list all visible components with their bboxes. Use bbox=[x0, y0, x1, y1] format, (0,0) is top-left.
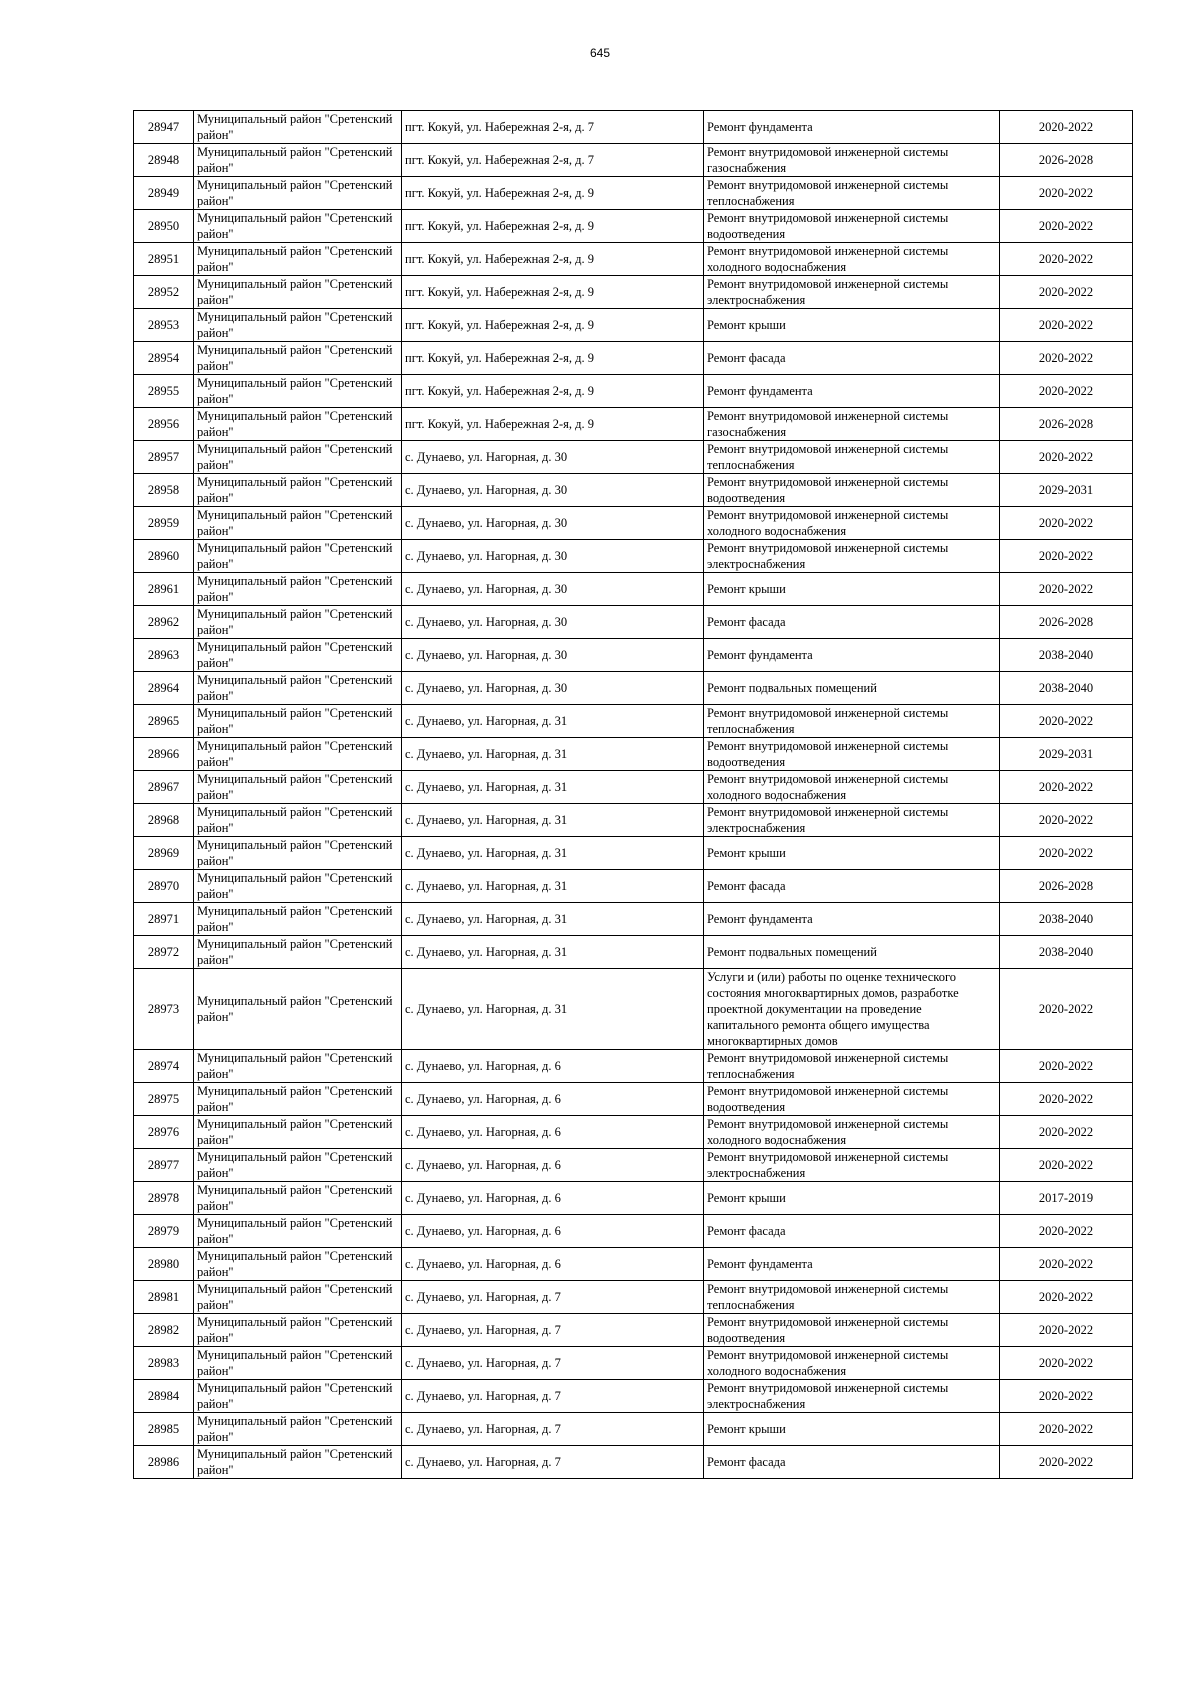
municipality-cell: Муниципальный район "Сретенский район" bbox=[194, 1380, 402, 1413]
period-cell: 2020-2022 bbox=[1000, 804, 1133, 837]
period-cell: 2017-2019 bbox=[1000, 1182, 1133, 1215]
address-cell: с. Дунаево, ул. Нагорная, д. 31 bbox=[402, 903, 704, 936]
address-cell: с. Дунаево, ул. Нагорная, д. 31 bbox=[402, 705, 704, 738]
row-number-cell: 28952 bbox=[134, 276, 194, 309]
municipality-cell: Муниципальный район "Сретенский район" bbox=[194, 342, 402, 375]
period-cell: 2020-2022 bbox=[1000, 177, 1133, 210]
work-type-cell: Ремонт крыши bbox=[704, 309, 1000, 342]
period-cell: 2020-2022 bbox=[1000, 573, 1133, 606]
row-number-cell: 28976 bbox=[134, 1116, 194, 1149]
row-number-cell: 28966 bbox=[134, 738, 194, 771]
address-cell: пгт. Кокуй, ул. Набережная 2-я, д. 9 bbox=[402, 408, 704, 441]
address-cell: пгт. Кокуй, ул. Набережная 2-я, д. 9 bbox=[402, 276, 704, 309]
table-row bbox=[134, 540, 1133, 573]
period-cell: 2020-2022 bbox=[1000, 1083, 1133, 1116]
municipality-cell: Муниципальный район "Сретенский район" bbox=[194, 804, 402, 837]
period-cell: 2020-2022 bbox=[1000, 441, 1133, 474]
period-cell: 2029-2031 bbox=[1000, 738, 1133, 771]
period-cell: 2020-2022 bbox=[1000, 507, 1133, 540]
period-cell: 2020-2022 bbox=[1000, 1248, 1133, 1281]
row-number-cell: 28960 bbox=[134, 540, 194, 573]
table-row bbox=[134, 1182, 1133, 1215]
work-type-cell: Ремонт фасада bbox=[704, 1215, 1000, 1248]
address-cell: с. Дунаево, ул. Нагорная, д. 30 bbox=[402, 474, 704, 507]
address-cell: с. Дунаево, ул. Нагорная, д. 31 bbox=[402, 870, 704, 903]
municipality-cell: Муниципальный район "Сретенский район" bbox=[194, 144, 402, 177]
work-type-cell: Ремонт фасада bbox=[704, 342, 1000, 375]
work-type-cell: Ремонт внутридомовой инженерной системы водоотведения bbox=[704, 1314, 1000, 1347]
work-type-cell: Ремонт внутридомовой инженерной системы водоотведения bbox=[704, 738, 1000, 771]
table-row bbox=[134, 606, 1133, 639]
row-number-cell: 28965 bbox=[134, 705, 194, 738]
address-cell: пгт. Кокуй, ул. Набережная 2-я, д. 9 bbox=[402, 210, 704, 243]
row-number-cell: 28971 bbox=[134, 903, 194, 936]
work-type-cell: Ремонт фундамента bbox=[704, 639, 1000, 672]
period-cell: 2020-2022 bbox=[1000, 1281, 1133, 1314]
row-number-cell: 28954 bbox=[134, 342, 194, 375]
address-cell: с. Дунаево, ул. Нагорная, д. 30 bbox=[402, 507, 704, 540]
work-type-cell: Ремонт внутридомовой инженерной системы холодного водоснабжения bbox=[704, 507, 1000, 540]
address-cell: с. Дунаево, ул. Нагорная, д. 7 bbox=[402, 1347, 704, 1380]
table-row bbox=[134, 1314, 1133, 1347]
work-type-cell: Ремонт внутридомовой инженерной системы холодного водоснабжения bbox=[704, 243, 1000, 276]
work-type-cell: Ремонт фундамента bbox=[704, 111, 1000, 144]
work-type-cell: Ремонт крыши bbox=[704, 573, 1000, 606]
work-type-cell: Услуги и (или) работы по оценке технического состояния многоквартирных домов, разработке проектной документации на проведение капитального ремонта общего имущества многоквартирных домов bbox=[704, 969, 1000, 1050]
period-cell: 2020-2022 bbox=[1000, 276, 1133, 309]
table-row bbox=[134, 672, 1133, 705]
address-cell: с. Дунаево, ул. Нагорная, д. 6 bbox=[402, 1050, 704, 1083]
municipality-cell: Муниципальный район "Сретенский район" bbox=[194, 276, 402, 309]
address-cell: с. Дунаево, ул. Нагорная, д. 30 bbox=[402, 441, 704, 474]
row-number-cell: 28977 bbox=[134, 1149, 194, 1182]
row-number-cell: 28986 bbox=[134, 1446, 194, 1479]
period-cell: 2020-2022 bbox=[1000, 540, 1133, 573]
row-number-cell: 28970 bbox=[134, 870, 194, 903]
table-row bbox=[134, 309, 1133, 342]
municipality-cell: Муниципальный район "Сретенский район" bbox=[194, 573, 402, 606]
address-cell: пгт. Кокуй, ул. Набережная 2-я, д. 9 bbox=[402, 342, 704, 375]
period-cell: 2020-2022 bbox=[1000, 1314, 1133, 1347]
row-number-cell: 28974 bbox=[134, 1050, 194, 1083]
table-row bbox=[134, 837, 1133, 870]
address-cell: пгт. Кокуй, ул. Набережная 2-я, д. 9 bbox=[402, 309, 704, 342]
municipality-cell: Муниципальный район "Сретенский район" bbox=[194, 672, 402, 705]
row-number-cell: 28955 bbox=[134, 375, 194, 408]
table-row bbox=[134, 936, 1133, 969]
address-cell: с. Дунаево, ул. Нагорная, д. 6 bbox=[402, 1248, 704, 1281]
municipality-cell: Муниципальный район "Сретенский район" bbox=[194, 441, 402, 474]
period-cell: 2020-2022 bbox=[1000, 771, 1133, 804]
period-cell: 2026-2028 bbox=[1000, 870, 1133, 903]
table-row bbox=[134, 342, 1133, 375]
municipality-cell: Муниципальный район "Сретенский район" bbox=[194, 639, 402, 672]
table-row bbox=[134, 210, 1133, 243]
address-cell: пгт. Кокуй, ул. Набережная 2-я, д. 9 bbox=[402, 177, 704, 210]
municipality-cell: Муниципальный район "Сретенский район" bbox=[194, 1050, 402, 1083]
municipality-cell: Муниципальный район "Сретенский район" bbox=[194, 1149, 402, 1182]
address-cell: с. Дунаево, ул. Нагорная, д. 6 bbox=[402, 1182, 704, 1215]
period-cell: 2038-2040 bbox=[1000, 639, 1133, 672]
address-cell: с. Дунаево, ул. Нагорная, д. 6 bbox=[402, 1215, 704, 1248]
municipality-cell: Муниципальный район "Сретенский район" bbox=[194, 1314, 402, 1347]
work-type-cell: Ремонт внутридомовой инженерной системы холодного водоснабжения bbox=[704, 1347, 1000, 1380]
work-type-cell: Ремонт фундамента bbox=[704, 1248, 1000, 1281]
period-cell: 2020-2022 bbox=[1000, 1413, 1133, 1446]
table-row bbox=[134, 771, 1133, 804]
period-cell: 2038-2040 bbox=[1000, 936, 1133, 969]
address-cell: пгт. Кокуй, ул. Набережная 2-я, д. 7 bbox=[402, 111, 704, 144]
municipality-cell: Муниципальный район "Сретенский район" bbox=[194, 1116, 402, 1149]
row-number-cell: 28950 bbox=[134, 210, 194, 243]
work-type-cell: Ремонт подвальных помещений bbox=[704, 672, 1000, 705]
municipality-cell: Муниципальный район "Сретенский район" bbox=[194, 1281, 402, 1314]
table-row bbox=[134, 1347, 1133, 1380]
table-row bbox=[134, 1248, 1133, 1281]
municipality-cell: Муниципальный район "Сретенский район" bbox=[194, 111, 402, 144]
municipality-cell: Муниципальный район "Сретенский район" bbox=[194, 870, 402, 903]
work-type-cell: Ремонт крыши bbox=[704, 1413, 1000, 1446]
row-number-cell: 28958 bbox=[134, 474, 194, 507]
municipality-cell: Муниципальный район "Сретенский район" bbox=[194, 771, 402, 804]
page-number: 645 bbox=[589, 46, 611, 60]
address-cell: с. Дунаево, ул. Нагорная, д. 6 bbox=[402, 1116, 704, 1149]
row-number-cell: 28957 bbox=[134, 441, 194, 474]
work-type-cell: Ремонт внутридомовой инженерной системы электроснабжения bbox=[704, 804, 1000, 837]
municipality-cell: Муниципальный район "Сретенский район" bbox=[194, 837, 402, 870]
municipality-cell: Муниципальный район "Сретенский район" bbox=[194, 1413, 402, 1446]
table-row bbox=[134, 243, 1133, 276]
municipality-cell: Муниципальный район "Сретенский район" bbox=[194, 606, 402, 639]
table-row bbox=[134, 1215, 1133, 1248]
table-row bbox=[134, 276, 1133, 309]
address-cell: с. Дунаево, ул. Нагорная, д. 6 bbox=[402, 1083, 704, 1116]
row-number-cell: 28953 bbox=[134, 309, 194, 342]
period-cell: 2020-2022 bbox=[1000, 342, 1133, 375]
row-number-cell: 28983 bbox=[134, 1347, 194, 1380]
table-row bbox=[134, 705, 1133, 738]
address-cell: пгт. Кокуй, ул. Набережная 2-я, д. 9 bbox=[402, 375, 704, 408]
address-cell: с. Дунаево, ул. Нагорная, д. 30 bbox=[402, 540, 704, 573]
period-cell: 2029-2031 bbox=[1000, 474, 1133, 507]
row-number-cell: 28975 bbox=[134, 1083, 194, 1116]
row-number-cell: 28985 bbox=[134, 1413, 194, 1446]
period-cell: 2020-2022 bbox=[1000, 111, 1133, 144]
period-cell: 2020-2022 bbox=[1000, 375, 1133, 408]
municipality-cell: Муниципальный район "Сретенский район" bbox=[194, 375, 402, 408]
table-row bbox=[134, 474, 1133, 507]
table-row bbox=[134, 1116, 1133, 1149]
municipality-cell: Муниципальный район "Сретенский район" bbox=[194, 309, 402, 342]
table-row bbox=[134, 1149, 1133, 1182]
row-number-cell: 28980 bbox=[134, 1248, 194, 1281]
period-cell: 2038-2040 bbox=[1000, 672, 1133, 705]
work-type-cell: Ремонт фундамента bbox=[704, 903, 1000, 936]
municipality-cell: Муниципальный район "Сретенский район" bbox=[194, 903, 402, 936]
work-type-cell: Ремонт внутридомовой инженерной системы теплоснабжения bbox=[704, 1281, 1000, 1314]
period-cell: 2038-2040 bbox=[1000, 903, 1133, 936]
period-cell: 2020-2022 bbox=[1000, 1149, 1133, 1182]
municipality-cell: Муниципальный район "Сретенский район" bbox=[194, 243, 402, 276]
table-row bbox=[134, 1050, 1133, 1083]
municipality-cell: Муниципальный район "Сретенский район" bbox=[194, 738, 402, 771]
municipality-cell: Муниципальный район "Сретенский район" bbox=[194, 1446, 402, 1479]
address-cell: пгт. Кокуй, ул. Набережная 2-я, д. 9 bbox=[402, 243, 704, 276]
period-cell: 2020-2022 bbox=[1000, 837, 1133, 870]
table-row bbox=[134, 738, 1133, 771]
address-cell: с. Дунаево, ул. Нагорная, д. 31 bbox=[402, 738, 704, 771]
period-cell: 2020-2022 bbox=[1000, 309, 1133, 342]
municipality-cell: Муниципальный район "Сретенский район" bbox=[194, 1215, 402, 1248]
work-type-cell: Ремонт фасада bbox=[704, 606, 1000, 639]
work-type-cell: Ремонт внутридомовой инженерной системы водоотведения bbox=[704, 1083, 1000, 1116]
address-cell: с. Дунаево, ул. Нагорная, д. 7 bbox=[402, 1380, 704, 1413]
table-row bbox=[134, 1446, 1133, 1479]
row-number-cell: 28962 bbox=[134, 606, 194, 639]
work-type-cell: Ремонт внутридомовой инженерной системы водоотведения bbox=[704, 210, 1000, 243]
table-row bbox=[134, 870, 1133, 903]
row-number-cell: 28959 bbox=[134, 507, 194, 540]
work-type-cell: Ремонт фасада bbox=[704, 1446, 1000, 1479]
municipality-cell: Муниципальный район "Сретенский район" bbox=[194, 210, 402, 243]
table-row bbox=[134, 1083, 1133, 1116]
row-number-cell: 28947 bbox=[134, 111, 194, 144]
row-number-cell: 28972 bbox=[134, 936, 194, 969]
row-number-cell: 28963 bbox=[134, 639, 194, 672]
work-type-cell: Ремонт внутридомовой инженерной системы электроснабжения bbox=[704, 1149, 1000, 1182]
address-cell: с. Дунаево, ул. Нагорная, д. 30 bbox=[402, 573, 704, 606]
work-type-cell: Ремонт внутридомовой инженерной системы газоснабжения bbox=[704, 408, 1000, 441]
table-row bbox=[134, 639, 1133, 672]
period-cell: 2020-2022 bbox=[1000, 210, 1133, 243]
work-type-cell: Ремонт фундамента bbox=[704, 375, 1000, 408]
table-row bbox=[134, 903, 1133, 936]
work-type-cell: Ремонт внутридомовой инженерной системы теплоснабжения bbox=[704, 1050, 1000, 1083]
period-cell: 2020-2022 bbox=[1000, 1116, 1133, 1149]
row-number-cell: 28973 bbox=[134, 969, 194, 1050]
work-type-cell: Ремонт внутридомовой инженерной системы газоснабжения bbox=[704, 144, 1000, 177]
work-type-cell: Ремонт внутридомовой инженерной системы электроснабжения bbox=[704, 1380, 1000, 1413]
address-cell: с. Дунаево, ул. Нагорная, д. 7 bbox=[402, 1413, 704, 1446]
work-type-cell: Ремонт внутридомовой инженерной системы холодного водоснабжения bbox=[704, 1116, 1000, 1149]
row-number-cell: 28979 bbox=[134, 1215, 194, 1248]
capital-repair-table bbox=[133, 110, 1133, 1479]
work-type-cell: Ремонт внутридомовой инженерной системы холодного водоснабжения bbox=[704, 771, 1000, 804]
row-number-cell: 28964 bbox=[134, 672, 194, 705]
row-number-cell: 28951 bbox=[134, 243, 194, 276]
address-cell: с. Дунаево, ул. Нагорная, д. 31 bbox=[402, 969, 704, 1050]
address-cell: с. Дунаево, ул. Нагорная, д. 31 bbox=[402, 804, 704, 837]
address-cell: с. Дунаево, ул. Нагорная, д. 6 bbox=[402, 1149, 704, 1182]
row-number-cell: 28984 bbox=[134, 1380, 194, 1413]
row-number-cell: 28981 bbox=[134, 1281, 194, 1314]
municipality-cell: Муниципальный район "Сретенский район" bbox=[194, 1083, 402, 1116]
table-row bbox=[134, 144, 1133, 177]
municipality-cell: Муниципальный район "Сретенский район" bbox=[194, 969, 402, 1050]
row-number-cell: 28948 bbox=[134, 144, 194, 177]
period-cell: 2020-2022 bbox=[1000, 1215, 1133, 1248]
period-cell: 2020-2022 bbox=[1000, 1050, 1133, 1083]
municipality-cell: Муниципальный район "Сретенский район" bbox=[194, 507, 402, 540]
work-type-cell: Ремонт внутридомовой инженерной системы электроснабжения bbox=[704, 276, 1000, 309]
municipality-cell: Муниципальный район "Сретенский район" bbox=[194, 540, 402, 573]
table-row bbox=[134, 1380, 1133, 1413]
row-number-cell: 28968 bbox=[134, 804, 194, 837]
table-row bbox=[134, 111, 1133, 144]
period-cell: 2026-2028 bbox=[1000, 144, 1133, 177]
municipality-cell: Муниципальный район "Сретенский район" bbox=[194, 177, 402, 210]
period-cell: 2026-2028 bbox=[1000, 606, 1133, 639]
municipality-cell: Муниципальный район "Сретенский район" bbox=[194, 705, 402, 738]
row-number-cell: 28961 bbox=[134, 573, 194, 606]
address-cell: с. Дунаево, ул. Нагорная, д. 30 bbox=[402, 606, 704, 639]
work-type-cell: Ремонт внутридомовой инженерной системы электроснабжения bbox=[704, 540, 1000, 573]
work-type-cell: Ремонт крыши bbox=[704, 1182, 1000, 1215]
municipality-cell: Муниципальный район "Сретенский район" bbox=[194, 1248, 402, 1281]
table-body bbox=[134, 111, 1133, 1479]
municipality-cell: Муниципальный район "Сретенский район" bbox=[194, 936, 402, 969]
row-number-cell: 28967 bbox=[134, 771, 194, 804]
work-type-cell: Ремонт фасада bbox=[704, 870, 1000, 903]
address-cell: с. Дунаево, ул. Нагорная, д. 31 bbox=[402, 837, 704, 870]
row-number-cell: 28956 bbox=[134, 408, 194, 441]
work-type-cell: Ремонт внутридомовой инженерной системы теплоснабжения bbox=[704, 705, 1000, 738]
table-row bbox=[134, 375, 1133, 408]
period-cell: 2020-2022 bbox=[1000, 243, 1133, 276]
period-cell: 2020-2022 bbox=[1000, 1380, 1133, 1413]
row-number-cell: 28949 bbox=[134, 177, 194, 210]
period-cell: 2020-2022 bbox=[1000, 705, 1133, 738]
address-cell: с. Дунаево, ул. Нагорная, д. 31 bbox=[402, 936, 704, 969]
table-row bbox=[134, 1413, 1133, 1446]
row-number-cell: 28969 bbox=[134, 837, 194, 870]
period-cell: 2020-2022 bbox=[1000, 969, 1133, 1050]
work-type-cell: Ремонт внутридомовой инженерной системы водоотведения bbox=[704, 474, 1000, 507]
work-type-cell: Ремонт внутридомовой инженерной системы теплоснабжения bbox=[704, 177, 1000, 210]
work-type-cell: Ремонт внутридомовой инженерной системы теплоснабжения bbox=[704, 441, 1000, 474]
municipality-cell: Муниципальный район "Сретенский район" bbox=[194, 474, 402, 507]
table-row bbox=[134, 573, 1133, 606]
period-cell: 2020-2022 bbox=[1000, 1347, 1133, 1380]
table-row bbox=[134, 408, 1133, 441]
table-row bbox=[134, 177, 1133, 210]
table-row bbox=[134, 507, 1133, 540]
period-cell: 2026-2028 bbox=[1000, 408, 1133, 441]
address-cell: с. Дунаево, ул. Нагорная, д. 7 bbox=[402, 1314, 704, 1347]
address-cell: с. Дунаево, ул. Нагорная, д. 7 bbox=[402, 1281, 704, 1314]
address-cell: с. Дунаево, ул. Нагорная, д. 7 bbox=[402, 1446, 704, 1479]
address-cell: с. Дунаево, ул. Нагорная, д. 31 bbox=[402, 771, 704, 804]
row-number-cell: 28978 bbox=[134, 1182, 194, 1215]
address-cell: пгт. Кокуй, ул. Набережная 2-я, д. 7 bbox=[402, 144, 704, 177]
table-row bbox=[134, 804, 1133, 837]
municipality-cell: Муниципальный район "Сретенский район" bbox=[194, 408, 402, 441]
municipality-cell: Муниципальный район "Сретенский район" bbox=[194, 1347, 402, 1380]
municipality-cell: Муниципальный район "Сретенский район" bbox=[194, 1182, 402, 1215]
row-number-cell: 28982 bbox=[134, 1314, 194, 1347]
work-type-cell: Ремонт крыши bbox=[704, 837, 1000, 870]
table-row bbox=[134, 969, 1133, 1050]
table-row bbox=[134, 441, 1133, 474]
address-cell: с. Дунаево, ул. Нагорная, д. 30 bbox=[402, 639, 704, 672]
work-type-cell: Ремонт подвальных помещений bbox=[704, 936, 1000, 969]
period-cell: 2020-2022 bbox=[1000, 1446, 1133, 1479]
table-row bbox=[134, 1281, 1133, 1314]
address-cell: с. Дунаево, ул. Нагорная, д. 30 bbox=[402, 672, 704, 705]
